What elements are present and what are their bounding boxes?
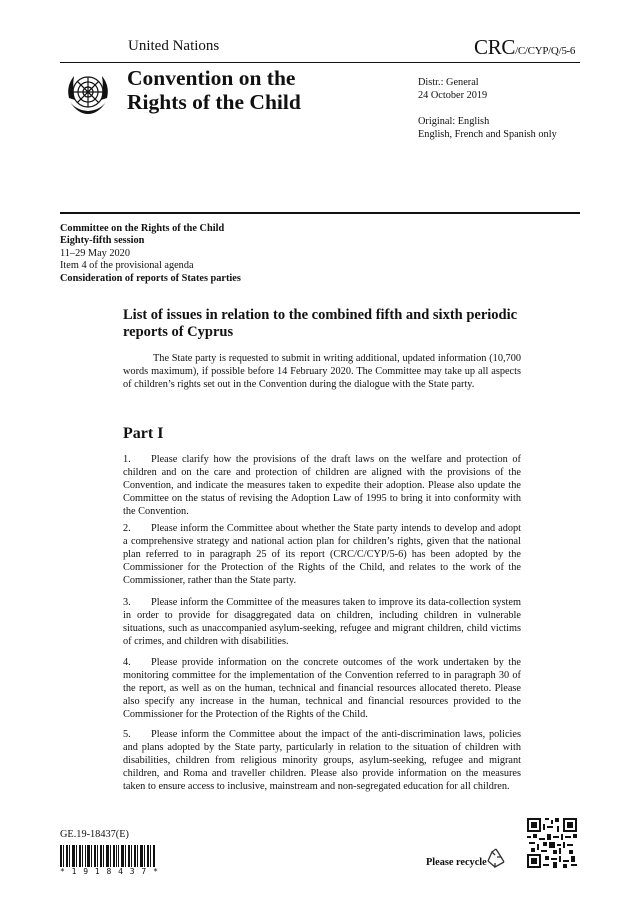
- paragraph-number: 4.: [123, 657, 131, 668]
- symbol-suffix: /C/CYP/Q/5-6: [515, 45, 576, 57]
- symbol-main: CRC: [474, 35, 516, 59]
- document-title: List of issues in relation to the combined fifth and sixth periodic reports of Cyprus: [123, 307, 518, 340]
- original-language: Original: English: [418, 116, 490, 127]
- paragraph-text: Please provide information on the concrete outcomes of the work undertaken by the monitoring committee for the implementation of the Convention referred to in paragraph 30 of the report, as well as on the human, technical and financial resources allocated thereto. Please also specify any increase in the human, technical and financial resources provided to the Commissioner for the Protection of the Rights of the Child.: [123, 657, 521, 720]
- paragraph-number: 2.: [123, 523, 131, 534]
- session-dates: 11–29 May 2020: [60, 247, 130, 259]
- paragraph-3: [123, 596, 521, 648]
- convention-title-line1: Convention on the: [127, 66, 296, 90]
- committee-name: Committee on the Rights of the Child: [60, 223, 225, 234]
- job-number: GE.19-18437(E): [60, 829, 129, 840]
- agenda-item: Item 4 of the provisional agenda: [60, 260, 194, 272]
- section-divider: [60, 212, 580, 214]
- un-emblem-icon: [62, 68, 114, 120]
- distribution-block: [418, 76, 487, 102]
- paragraph-number: 3.: [123, 597, 131, 608]
- header-divider: [60, 62, 580, 63]
- convention-title-line2: Rights of the Child: [127, 90, 301, 114]
- session-name: Eighty-fifth session: [60, 235, 145, 247]
- paragraph-text: Please inform the Committee about the impact of the anti-discrimination laws, policies and plans adopted by the State party, particularly in relation to the situation of children with disabilities, children from religious minority groups, asylum-seeking, refugee and migrant children, and Roma and traveller children. Please also provide information on the measures taken to ensure access to inclusive, mainstream and non-segregated education for all children.: [123, 729, 521, 792]
- paragraph-number: 5.: [123, 729, 131, 740]
- paragraph-text: Please clarify how the provisions of the draft laws on the welfare and protection of children and on the care and protection of children are aligned with the provisions of the Convention, and indicate the measures taken to expedite their adoption. Please also update the Committee on the status of revising the Adoption Law of 1995 to bring it into conformity with the Convention.: [123, 454, 521, 517]
- document-symbol: [474, 35, 575, 60]
- language-block: [418, 115, 557, 141]
- paragraph-1: [123, 453, 521, 518]
- paragraph-text: Please inform the Committee of the measures taken to improve its data-collection system in order to provide for disaggregated data on children, including children in vulnerable situations, such as unaccompanied asylum-seeking, refugee and migrant children, child victims of crimes, and children with disabilities.: [123, 597, 521, 647]
- organization-name: United Nations: [128, 38, 220, 54]
- barcode-text: * 1 9 1 8 4 3 7 *: [60, 867, 159, 876]
- committee-block: [60, 223, 241, 285]
- paragraph-text: Please inform the Committee about whether the State party intends to develop and adopt a comprehensive strategy and national action plan for children’s rights, given that the national plan referred to in paragraph 25 of its report (CRC/C/CYP/5-6) has been adopted by the Commissioner for the Protection of the Rights of the Child, and relates to the work of the Commissioner, rather than the State party.: [123, 523, 521, 586]
- recycle-label: Please recycle: [426, 857, 487, 868]
- paragraph-5: [123, 728, 521, 793]
- paragraph-2: [123, 522, 521, 587]
- convention-title: [127, 66, 301, 114]
- barcode-icon: [60, 845, 155, 867]
- paragraph-number: 1.: [123, 454, 131, 465]
- part-heading: Part I: [123, 425, 164, 442]
- intro-paragraph: The State party is requested to submit in writing additional, updated information (10,700 words maximum), if possible before 14 February 2020. The Committee may take up all aspects of children’s rights set out in the Convention during the dialogue with the State party.: [123, 353, 521, 390]
- issue-date: 24 October 2019: [418, 90, 488, 101]
- agenda-title: Consideration of reports of States parties: [60, 272, 241, 284]
- paragraph-4: [123, 656, 521, 721]
- distribution-status: Distr.: General: [418, 77, 479, 88]
- qr-code-icon: [527, 818, 577, 868]
- recycle-icon: [485, 847, 507, 869]
- available-languages: English, French and Spanish only: [418, 129, 557, 140]
